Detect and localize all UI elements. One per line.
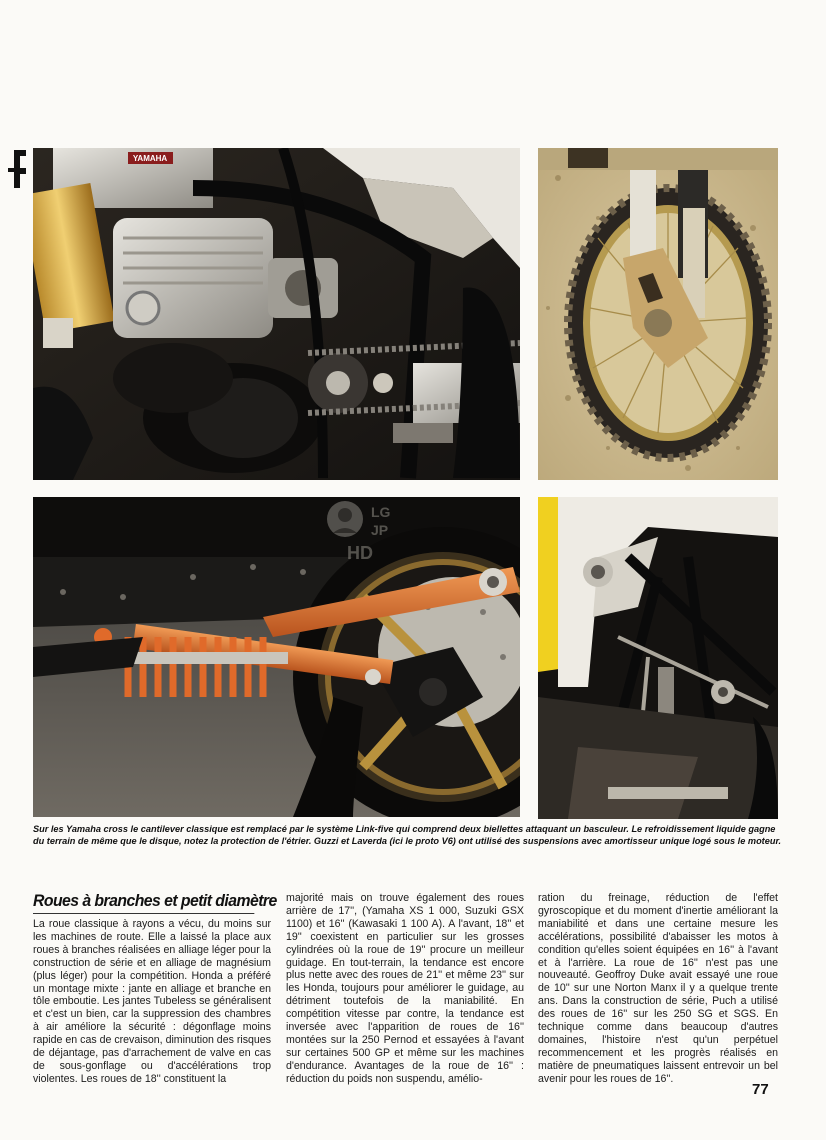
page-number: 77 [752, 1081, 769, 1098]
photo-laverda-v6 [538, 497, 778, 819]
article-column-1: La roue classique à rayons a vécu, du moins sur les machines de route. Elle a laissé la place aux roues à branches réalisées en alliage léger pour la construction de série et en alliage de magnésium (plus léger) pour la compétition. Honda a préféré un montage mixte : jante en alliage et branche en tôle emboutie. Les jantes Tubeless se généralisent et c'est un bien, car la suppression des chambres à air améliore la sécurité : dégonflage moins rapide en cas de crevaison, diminution des risques de déjantage, pas d'arrachement de valve en cas de sous-gonflage ou d'accélérations trop violentes. Les roues de 18'' constituent la [33, 918, 271, 1085]
article-column-2: majorité mais on trouve également des roues arrière de 17'', (Yamaha XS 1 000, Suzuki GSX 1100) et 16'' (Kawasaki 1 100 A). A l'avant, 18'' et 19'' coexistent en particulier sur les grosses cylindrées où la roue de 19'' procure un meilleur guidage. En tout-terrain, la tendance est encore plus nette avec des roues de 21'' et même 23'' sur les Honda, toujours pour améliorer le guidage, au détriment toutefois de la maniabilité. En compétition vitesse par contre, la tendance est inversée avec l'apparition de roues de 16'' montées sur la 250 Pernod et essayées à l'avant sur certaines 500 GP et même sur les machines d'endurance. Avantages de la roue de 16'' : réduction du poids non suspendu, amélio- [286, 892, 524, 1085]
article-heading: Roues à branches et petit diamètre [33, 891, 254, 914]
photo-yamaha-engine [33, 148, 520, 480]
article-column-3: ration du freinage, réduction de l'effet gyroscopique et du moment d'inertie améliorant la maniabilité et dans une certaine mesure les accélérations, possibilité d'abaisser les motos à condition qu'elles soient équipées en 16'' à l'avant et à l'arrière. La roue de 16'' n'est pas une nouveauté. Geoffroy Duke avait essayé une roue de 10'' sur une Norton Manx il y a quelque trente ans. Dans la construction de série, Puch a utilisé des roues de 16'' sur les 250 SG et SGS. En technique comme dans beaucoup d'autres domaines, l'histoire n'est qu'un perpétuel recommencement et les progrès réalisés en matière de pneumatiques laissent entrevoir un bel avenir pour les roues de 16''. [538, 892, 778, 1085]
photo-link-suspension [33, 497, 520, 817]
watermark-logo [325, 497, 405, 565]
watermark-line1: LG [371, 504, 391, 520]
watermark-line2: JP [371, 522, 389, 538]
engine-brand-label: YAMAHA [132, 154, 168, 163]
page-corner-mark [6, 148, 32, 192]
photo-caption: Sur les Yamaha cross le cantilever classique est remplacé par le système Link-five qui comprend deux biellettes attaquant un basculeur. Le refroidissement liquide gagne du terrain de même que le disque, notez la protection de l'étrier. Guzzi et Laverda (ici le proto V6) ont utilisé des suspensions avec amortisseur unique logé sous le moteur. [33, 824, 782, 846]
photo-front-wheel [538, 148, 778, 480]
watermark-line3: HD [347, 543, 373, 563]
